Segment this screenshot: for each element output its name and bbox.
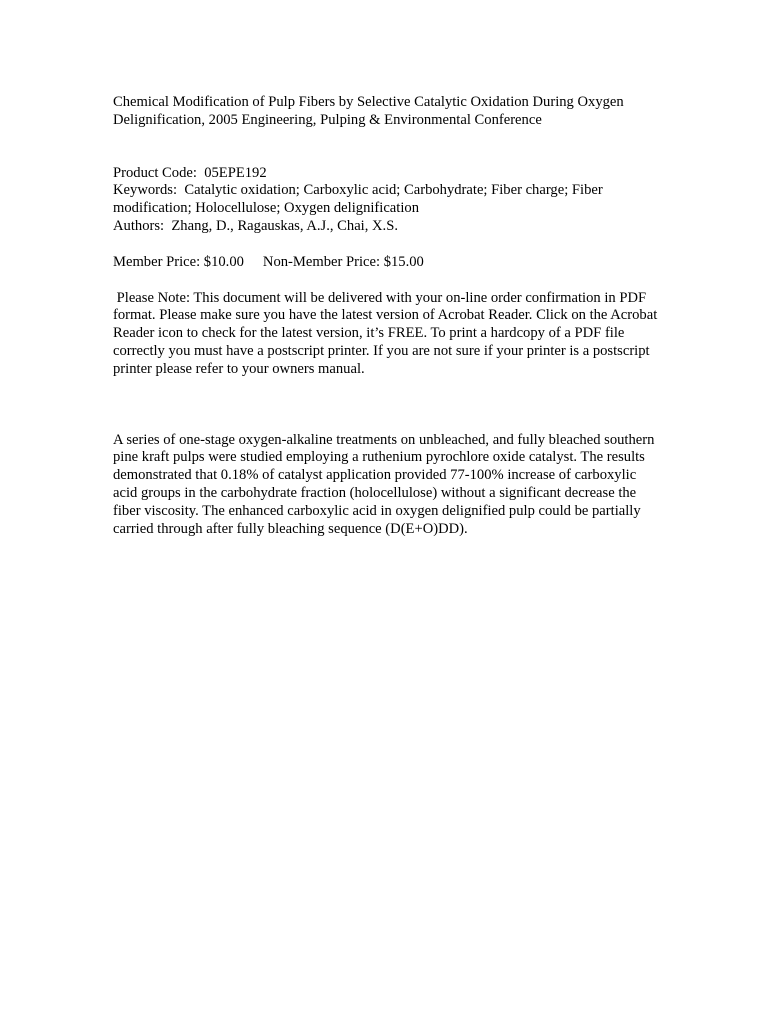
keywords: Keywords: Catalytic oxidation; Carboxylic acid; Carbohydrate; Fiber charge; Fiber modification; Holocellulose; Oxygen delignification: [113, 182, 607, 217]
please-note: Please Note: This document will be delivered with your on-line order confirmation in PDF format. Please make sure you have the latest version of Acrobat Reader. Click on the Acrobat Reader icon to check for the latest version, it’s FREE. To print a hardcopy of a PDF file correctly you must have a postscript printer. If you are not sure if your printer is a postscript printer please refer to your owners manual.: [113, 289, 661, 377]
product-code: Product Code: 05EPE192: [113, 164, 267, 181]
authors: Authors: Zhang, D., Ragauskas, A.J., Chai, X.S.: [113, 217, 398, 234]
product-metadata: [113, 165, 658, 236]
price-row: [113, 254, 658, 272]
document-title: Chemical Modification of Pulp Fibers by Selective Catalytic Oxidation During Oxygen Delignification, 2005 Engineering, Pulping & Environmental Conference: [113, 94, 628, 128]
member-price: Member Price: $10.00: [113, 253, 244, 270]
abstract: A series of one-stage oxygen-alkaline treatments on unbleached, and fully bleached southern pine kraft pulps were studied employing a ruthenium pyrochlore oxide catalyst. The results demonstrated that 0.18% of catalyst application provided 77-100% increase of carboxylic acid groups in the carbohydrate fraction (holocellulose) without a significant decrease the fiber viscosity. The enhanced carboxylic acid in oxygen delignified pulp could be partially carried through after fully bleaching sequence (D(E+O)DD).: [113, 431, 659, 537]
non-member-price: Non-Member Price: $15.00: [262, 253, 424, 270]
document-page: [113, 94, 661, 538]
